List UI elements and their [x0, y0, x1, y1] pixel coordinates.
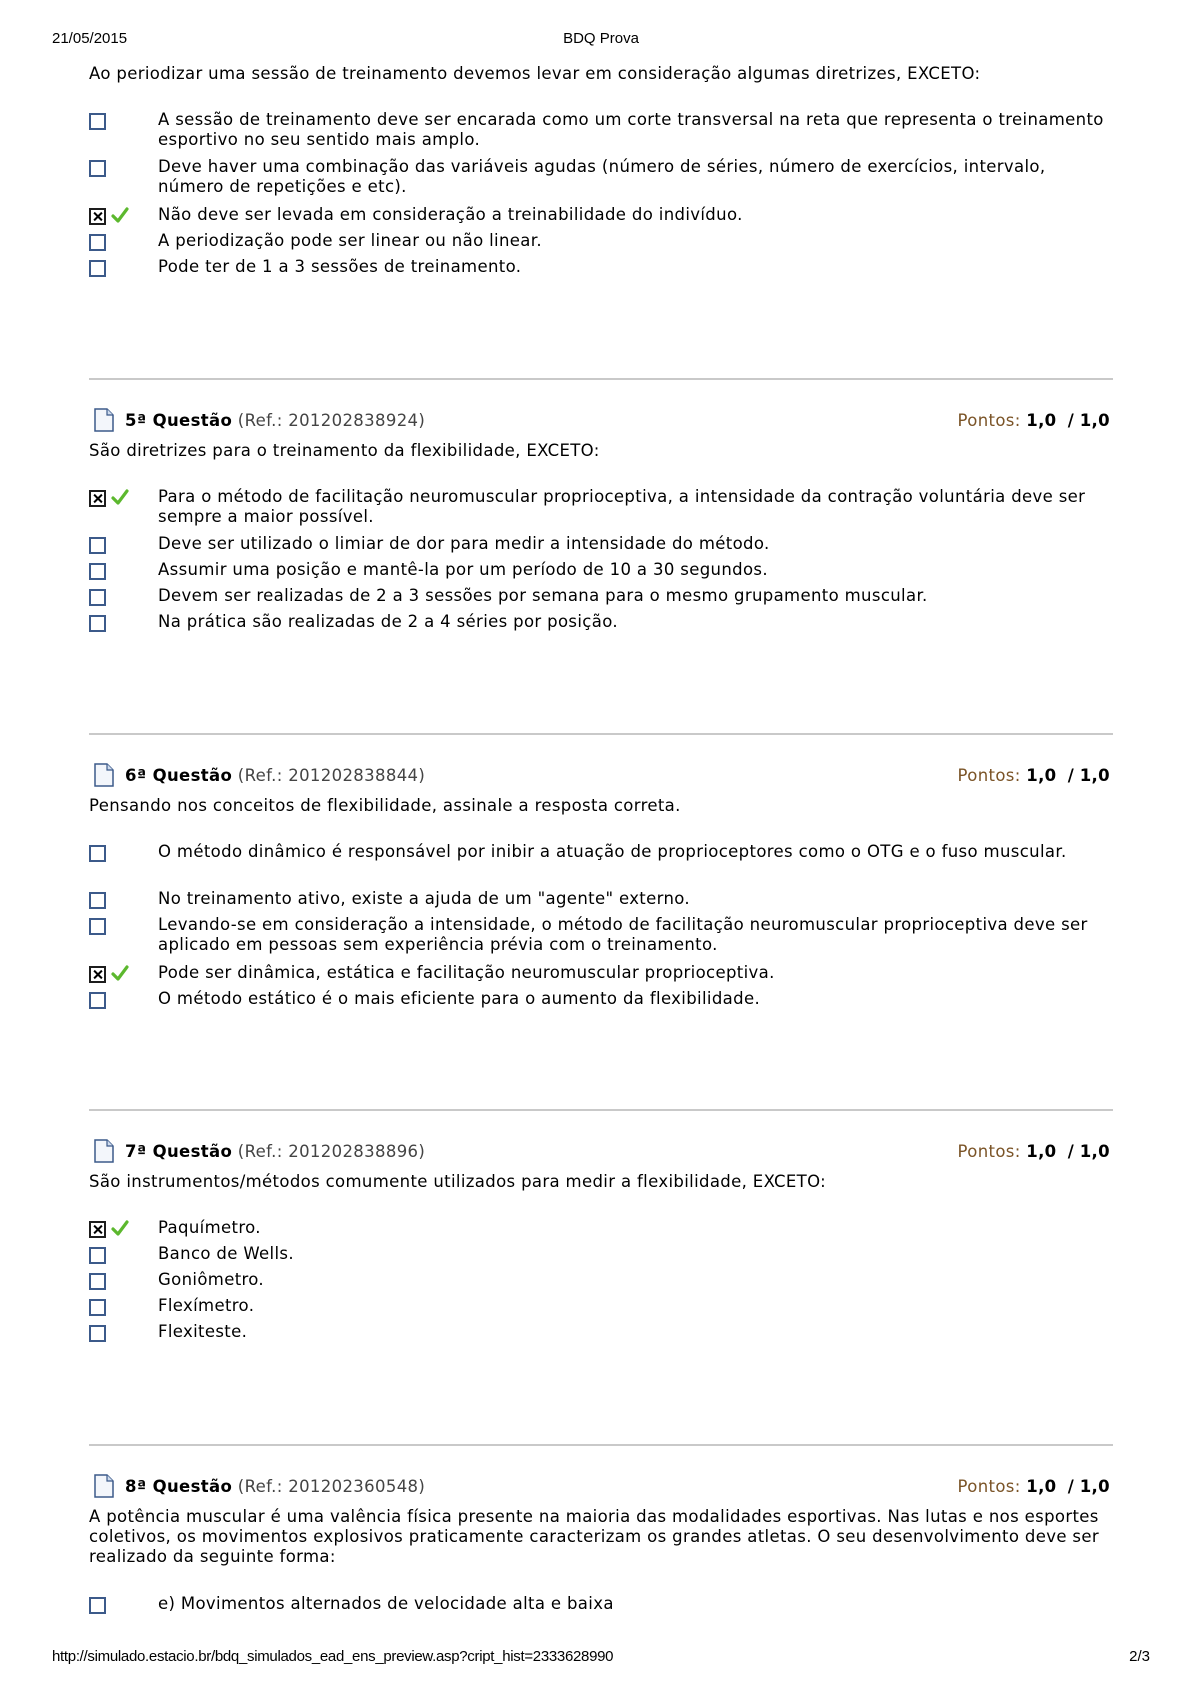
question-header	[89, 1474, 1113, 1500]
answer-checkbox[interactable]	[89, 892, 106, 909]
answer-checkbox-checked[interactable]	[89, 490, 106, 507]
answer-text: No treinamento ativo, existe a ajuda de um "agente" externo.	[158, 889, 691, 908]
answer-text: O método dinâmico é responsável por inibir a atuação de proprioceptores como o OTG e o fuso muscular.	[158, 842, 1067, 861]
question-number: 8ª Questão	[125, 1477, 233, 1496]
answer-checkbox[interactable]	[89, 1325, 106, 1342]
answer-checkbox[interactable]	[89, 160, 106, 177]
score-label: Pontos:	[957, 766, 1021, 785]
score-max: 1,0	[1079, 766, 1110, 785]
page-number: 2/3	[1129, 1648, 1150, 1665]
answer-checkbox[interactable]	[89, 615, 106, 632]
answer-text: Deve ser utilizado o limiar de dor para medir a intensidade do método.	[158, 534, 770, 553]
question-number: 5ª Questão	[125, 411, 233, 430]
answer-checkbox[interactable]	[89, 845, 106, 862]
question-number: 6ª Questão	[125, 766, 233, 785]
answer-text: Deve haver uma combinação das variáveis agudas (número de séries, número de exercícios, intervalo, número de repetições e etc).	[158, 157, 1046, 196]
question-score	[958, 1477, 1110, 1496]
score-value: 1,0	[1026, 411, 1057, 430]
question-header	[89, 763, 1113, 789]
answer-checkbox[interactable]	[89, 563, 106, 580]
question-6	[89, 796, 1113, 1008]
question-ref: (Ref.: 201202360548)	[237, 1477, 426, 1496]
question-ref: (Ref.: 201202838924)	[237, 411, 426, 430]
answer-checkbox[interactable]	[89, 1597, 106, 1614]
answer-checkbox[interactable]	[89, 537, 106, 554]
answer-text: e) Movimentos alternados de velocidade alta e baixa	[158, 1594, 614, 1613]
checkmark-icon	[111, 206, 129, 224]
answer-text: Levando-se em consideração a intensidade, o método de facilitação neuromuscular proprioceptiva deve ser aplicado em pessoas sem experiência prévia com o treinamento.	[158, 915, 1088, 954]
section-divider	[89, 1109, 1113, 1111]
answer-checkbox[interactable]	[89, 1273, 106, 1290]
answer-checkbox[interactable]	[89, 113, 106, 130]
question-label	[125, 1142, 425, 1161]
score-value: 1,0	[1026, 1142, 1057, 1161]
question-4	[89, 64, 1113, 276]
question-label	[125, 1477, 425, 1496]
answer-text: Flexiteste.	[158, 1322, 248, 1341]
question-7	[89, 1172, 1113, 1341]
score-max: 1,0	[1079, 411, 1110, 430]
answer-checkbox[interactable]	[89, 589, 106, 606]
answer-text: Pode ter de 1 a 3 sessões de treinamento.	[158, 257, 522, 276]
answer-checkbox[interactable]	[89, 992, 106, 1009]
score-label: Pontos:	[957, 1477, 1021, 1496]
answer-text: Paquímetro.	[158, 1218, 261, 1237]
question-score	[958, 411, 1110, 430]
answer-checkbox[interactable]	[89, 918, 106, 935]
question-stem: São instrumentos/métodos comumente utilizados para medir a flexibilidade, EXCETO:	[89, 1172, 827, 1191]
answer-text: Assumir uma posição e mantê-la por um período de 10 a 30 segundos.	[158, 560, 768, 579]
score-label: Pontos:	[957, 1142, 1021, 1161]
checkmark-icon	[111, 1219, 129, 1237]
question-score	[958, 1142, 1110, 1161]
question-stem: São diretrizes para o treinamento da flexibilidade, EXCETO:	[89, 441, 600, 460]
question-header	[89, 408, 1113, 434]
answer-checkbox-checked[interactable]	[89, 966, 106, 983]
question-label	[125, 411, 425, 430]
checkmark-icon	[111, 964, 129, 982]
answer-text: A periodização pode ser linear ou não linear.	[158, 231, 542, 250]
document-icon	[94, 763, 114, 787]
score-separator: /	[1067, 1477, 1075, 1496]
print-header	[52, 30, 1150, 50]
print-url: http://simulado.estacio.br/bdq_simulados_ead_ens_preview.asp?cript_hist=2333628990	[52, 1648, 614, 1665]
score-separator: /	[1067, 766, 1075, 785]
score-label: Pontos:	[957, 411, 1021, 430]
question-score	[958, 766, 1110, 785]
score-max: 1,0	[1079, 1477, 1110, 1496]
score-separator: /	[1067, 411, 1075, 430]
answer-text: Banco de Wells.	[158, 1244, 294, 1263]
question-5	[89, 441, 1113, 631]
question-stem: Ao periodizar uma sessão de treinamento devemos levar em consideração algumas diretrizes, EXCETO:	[89, 64, 981, 83]
score-separator: /	[1067, 1142, 1075, 1161]
question-number: 7ª Questão	[125, 1142, 233, 1161]
answer-text: Pode ser dinâmica, estática e facilitação neuromuscular proprioceptiva.	[158, 963, 775, 982]
answer-checkbox[interactable]	[89, 260, 106, 277]
document-icon	[94, 1474, 114, 1498]
question-ref: (Ref.: 201202838844)	[237, 766, 426, 785]
question-8	[89, 1507, 1113, 1613]
answer-checkbox-checked[interactable]	[89, 1221, 106, 1238]
score-value: 1,0	[1026, 766, 1057, 785]
section-divider	[89, 378, 1113, 380]
score-max: 1,0	[1079, 1142, 1110, 1161]
answer-text: Na prática são realizadas de 2 a 4 séries por posição.	[158, 612, 618, 631]
answer-text: Para o método de facilitação neuromuscular proprioceptiva, a intensidade da contração voluntária deve ser sempre a maior possível.	[158, 487, 1086, 526]
print-date: 21/05/2015	[52, 30, 128, 47]
section-divider	[89, 733, 1113, 735]
answer-text: O método estático é o mais eficiente para o aumento da flexibilidade.	[158, 989, 761, 1008]
answer-text: Flexímetro.	[158, 1296, 255, 1315]
answer-text: A sessão de treinamento deve ser encarada como um corte transversal na reta que representa o treinamento esportivo no seu sentido mais amplo.	[158, 110, 1104, 149]
answer-checkbox[interactable]	[89, 1247, 106, 1264]
score-value: 1,0	[1026, 1477, 1057, 1496]
answer-checkbox[interactable]	[89, 1299, 106, 1316]
question-ref: (Ref.: 201202838896)	[237, 1142, 426, 1161]
question-header	[89, 1139, 1113, 1165]
answer-text: Devem ser realizadas de 2 a 3 sessões por semana para o mesmo grupamento muscular.	[158, 586, 928, 605]
section-divider	[89, 1444, 1113, 1446]
question-stem: Pensando nos conceitos de flexibilidade, assinale a resposta correta.	[89, 796, 681, 815]
print-footer	[52, 1648, 1150, 1668]
document-icon	[94, 1139, 114, 1163]
answer-checkbox-checked[interactable]	[89, 208, 106, 225]
answer-text: Não deve ser levada em consideração a treinabilidade do indivíduo.	[158, 205, 743, 224]
answer-checkbox[interactable]	[89, 234, 106, 251]
question-stem: A potência muscular é uma valência física presente na maioria das modalidades esportivas. Nas lutas e nos esportes coletivos, os movimentos explosivos praticamente caracterizam os grandes atletas. O seu desenvolvimento deve ser realizado da seguinte forma:	[89, 1507, 1100, 1566]
answer-text: Goniômetro.	[158, 1270, 265, 1289]
document-icon	[94, 408, 114, 432]
checkmark-icon	[111, 488, 129, 506]
print-title: BDQ Prova	[563, 30, 639, 47]
question-label	[125, 766, 425, 785]
